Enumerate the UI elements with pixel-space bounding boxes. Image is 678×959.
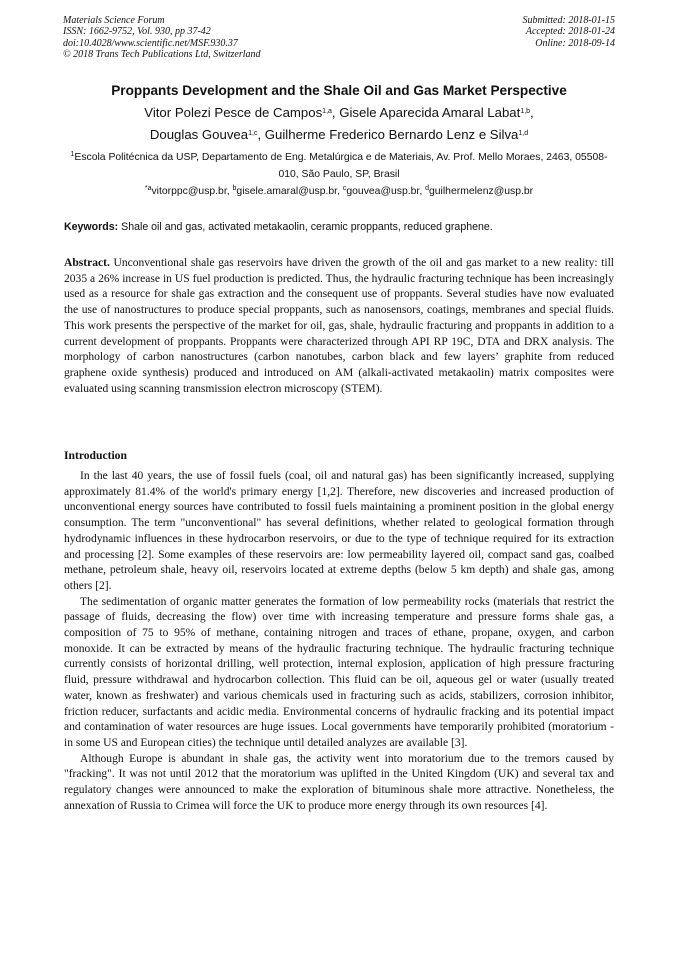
journal-name: Materials Science Forum [63,15,165,26]
author-name: Vitor Polezi Pesce de Campos [144,105,323,120]
journal-info [63,15,261,60]
email-mark: c [342,185,347,192]
submitted-date: Submitted: 2018-01-15 [522,15,615,26]
online-date: Online: 2018-09-14 [535,37,615,49]
accepted-date: Accepted: 2018-01-24 [525,26,615,38]
introduction-body [64,469,614,814]
email-mark: d [425,185,429,192]
email-mark: *a [144,185,152,192]
author-name: Douglas Gouvea [149,127,249,142]
journal-copyright: © 2018 Trans Tech Publications Ltd, Switzerland [63,48,261,60]
affiliation-mark: 1 [70,151,75,158]
journal-doi: doi:10.4028/www.scientific.net/MSF.930.37 [63,37,238,49]
author-name: Gisele Aparecida Amaral Labat [339,105,521,120]
paragraph: Although Europe is abundant in shale gas, the activity went into moratorium due to the tremors caused by "fracking". It was not until 2012 that the moratorium was uplifted in the United Kingdom (UK) and several tax and regulatory changes were announced to make the exploration of bituminous shale more attractive. Nonetheless, the annexation of Russia to Crimea will force the UK to produce more energy through its own resources [4]. [64,752,614,812]
author-affiliation-mark: 1,d [518,130,529,137]
author-affiliation-mark: 1,a [322,108,332,115]
paragraph: The sedimentation of organic matter generates the formation of low permeability rocks (materials that restrict the passage of fluids, decreasing the flow) over time with increasing temperature and pressure forms shale gas, a composition of 75 to 95% of methane, containing nitrogen and traces of ethane, propane, oxygen, and carbon monoxide. It can be extracted by means of the hydraulic fracturing technique. The hydraulic fracturing technique currently consists of horizontal drilling, well protection, internal explosion, application of high pressure fracturing fluid, pressure withdrawal and hydrocarbon collection. This fluid can be oil, aqueous gel or water (usually treated water, known as freshwater) and various chemicals used in fracturing such as acids, stabilizers, corrosion inhibitor, friction reducer, surfactants and acidic media. Environmental concerns of hydraulic fracking and its potential impact and contamination of water resources are huge issues. Local governments have temporarily prohibited (moratorium - in some US and European cities) the technique until detailed analyzes are available [3]. [64,595,614,749]
abstract-label: Abstract. [64,257,110,269]
keywords [64,221,616,233]
author-name: Guilherme Frederico Bernardo Lenz e Silva [264,127,519,142]
email-link[interactable]: gouvea@usp.br [346,186,420,197]
paragraph: In the last 40 years, the use of fossil fuels (coal, oil and natural gas) has been significantly increased, supplying approximately 81.4% of the world's primary energy [1,2]. Therefore, new discoveries and increased production of unconventional energy sources have contributed to fossil fuels maintaining a prominent position in the global energy consumption. The term "unconventional" has several definitions, whether related to geological formation through hydrodynamic influences in these hydrocarbon reservoirs, or due to the type of technique required for its extraction and processing [2]. Some examples of these reservoirs are: low permeability layered oil, compact sand gas, coalbed methane, petroleum shale, heavy oil, reservoirs located at extreme depths (below 5 km depth) and shale gas, among others [2]. [64,470,614,592]
email-mark: b [232,185,237,192]
author-affiliation-mark: 1,c [248,130,258,137]
author-affiliation-mark: 1,b [520,108,531,115]
author-list: Vitor Polezi Pesce de Campos$^{1,a}$, Gisele Aparecida Amaral Labat$^{1,b}$, Douglas Gouvea$^{1,c}$, Guilherme Frederico Bernardo Lenz e Silva$^{1,d}$ [144,105,534,142]
keywords-label: Keywords: [64,221,119,233]
abstract-text: Unconventional shale gas reservoirs have driven the growth of the oil and gas market to a new reality: till 2035 a 26% increase in US fuel production is predicted. Thus, the hydraulic fracturing technique has been increasingly used as a resource for shale gas extraction and the consequent use of proppants. Several studies have now evaluated the use of nanostructures to produce special proppants, such as nanosensors, coatings, membranes and special fluids. This work presents the perspective of the market for oil, gas, shale, hydraulic fracturing and proppants in addition to a current development of proppants. Proppants were characterized through API RP 19C, DTA and DRX analysis. The morphology of carbon nanostructures (carbon nanotubes, carbon black and few layers’ graphite from reduced graphene oxide synthesis) produced and introduced on AM (alkali-activated metakaolin) matrix composites were evaluated using scanning transmission electron microscopy (STEM). [64,257,615,395]
keywords-text: Shale oil and gas, activated metakaolin, ceramic proppants, reduced graphene. [121,221,493,233]
affiliation [70,150,608,182]
journal-issn: ISSN: 1662-9752, Vol. 930, pp 37-42 [63,26,211,38]
paper-title: Proppants Development and the Shale Oil and Gas Market Perspective [111,83,567,98]
email-link[interactable]: guilhermelenz@usp.br [429,186,534,197]
email-link[interactable]: vitorppc@usp.br [151,186,227,197]
section-heading-introduction: Introduction [64,449,127,462]
author-emails: $^{*a}$vitorppc@usp.br, $^b$gisele.amaral@usp.br, $^c$gouvea@usp.br, $^d$guilhermelenz@usp.br [144,185,534,197]
submission-dates [523,15,616,49]
email-link[interactable]: gisele.amaral@usp.br [236,186,338,197]
abstract [64,256,614,397]
affiliation-text: Escola Politécnica da USP, Departamento de Eng. Metalúrgica e de Materiais, Av. Prof. Mello Moraes, 2463, 05508-010, São Paulo, SP, Brasil [74,152,608,180]
